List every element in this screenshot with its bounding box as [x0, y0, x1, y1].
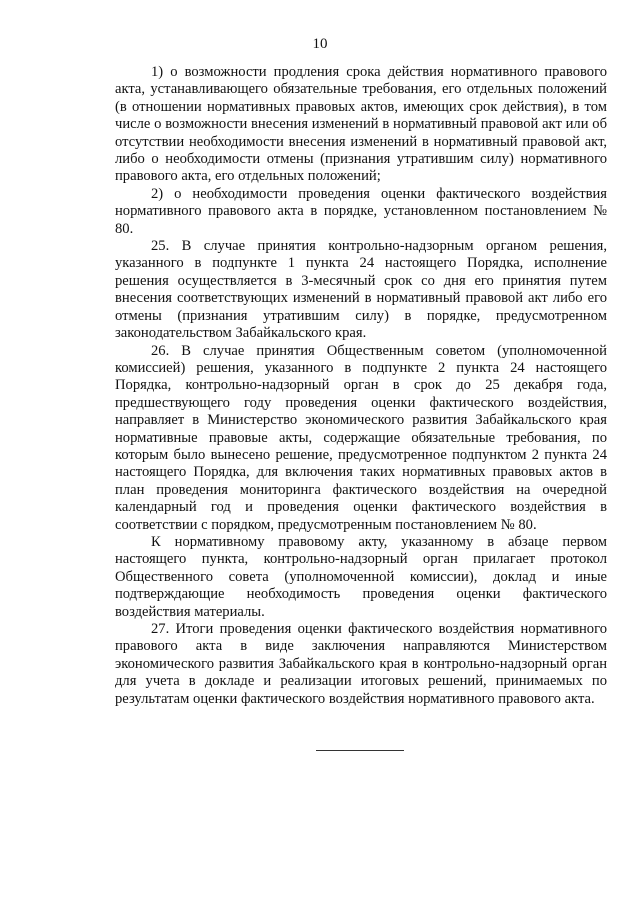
paragraph-subitem-1: 1) о возможности продления срока действия нормативного правового акта, устанавливающего обязательные требования, его отдельных положений (в отношении нормативных правовых актов, имеющих срок действия), в том числе о возможности внесения изменений в нормативный правовой акт или об отсутствии необходимости внесения изменений в нормативный правовой акт, либо о необходимости отмены (признания утратившим силу) нормативного правового акта, его отдельных положений;: [115, 64, 607, 185]
document-body: [115, 64, 607, 708]
page-number: 10: [312, 36, 328, 52]
paragraph-clause-25: 25. В случае принятия контрольно-надзорным органом решения, указанного в подпункте 1 пункта 24 настоящего Порядка, исполнение решения осуществляется в 3-месячный срок со дня его принятия путем внесения соответствующих изменений в нормативный правовой акт либо его отмены (признания утратившим силу) в порядке, предусмотренном законодательством Забайкальского края.: [115, 238, 607, 342]
end-of-document-line: [316, 750, 404, 751]
paragraph-subitem-2: 2) о необходимости проведения оценки фактического воздействия нормативного правового акта в порядке, установленном постановлением № 80.: [115, 185, 607, 237]
paragraph-clause-26: 26. В случае принятия Общественным советом (уполномоченной комиссией) решения, указанного в подпункте 2 пункта 24 настоящего Порядка, контрольно-надзорный орган в срок до 25 декабря года, предшествующего году проведения оценки фактического воздействия, направляет в Министерство экономического развития Забайкальского края нормативные правовые акты, содержащие обязательные требования, по которым было вынесено решение, предусмотренное подпунктом 2 пункта 24 настоящего Порядка, для включения таких нормативных правовых актов в план проведения мониторинга фактического воздействия на очередной календарный год и проведения оценки фактического воздействия в соответствии с порядком, предусмотренным постановлением № 80.: [115, 342, 607, 533]
paragraph-clause-27: 27. Итоги проведения оценки фактического воздействия нормативного правового акта в виде заключения направляются Министерством экономического развития Забайкальского края в контрольно-надзорный орган для учета в докладе и реализации итоговых решений, принимаемых по результатам оценки фактического воздействия нормативного правового акта.: [115, 621, 607, 707]
paragraph-clause-26-attachment: К нормативному правовому акту, указанному в абзаце первом настоящего пункта, контрольно-надзорный орган прилагает протокол Общественного совета (уполномоченной комиссии), доклад и иные подтверждающие необходимость проведения оценки фактического воздействия материалы.: [115, 533, 607, 620]
